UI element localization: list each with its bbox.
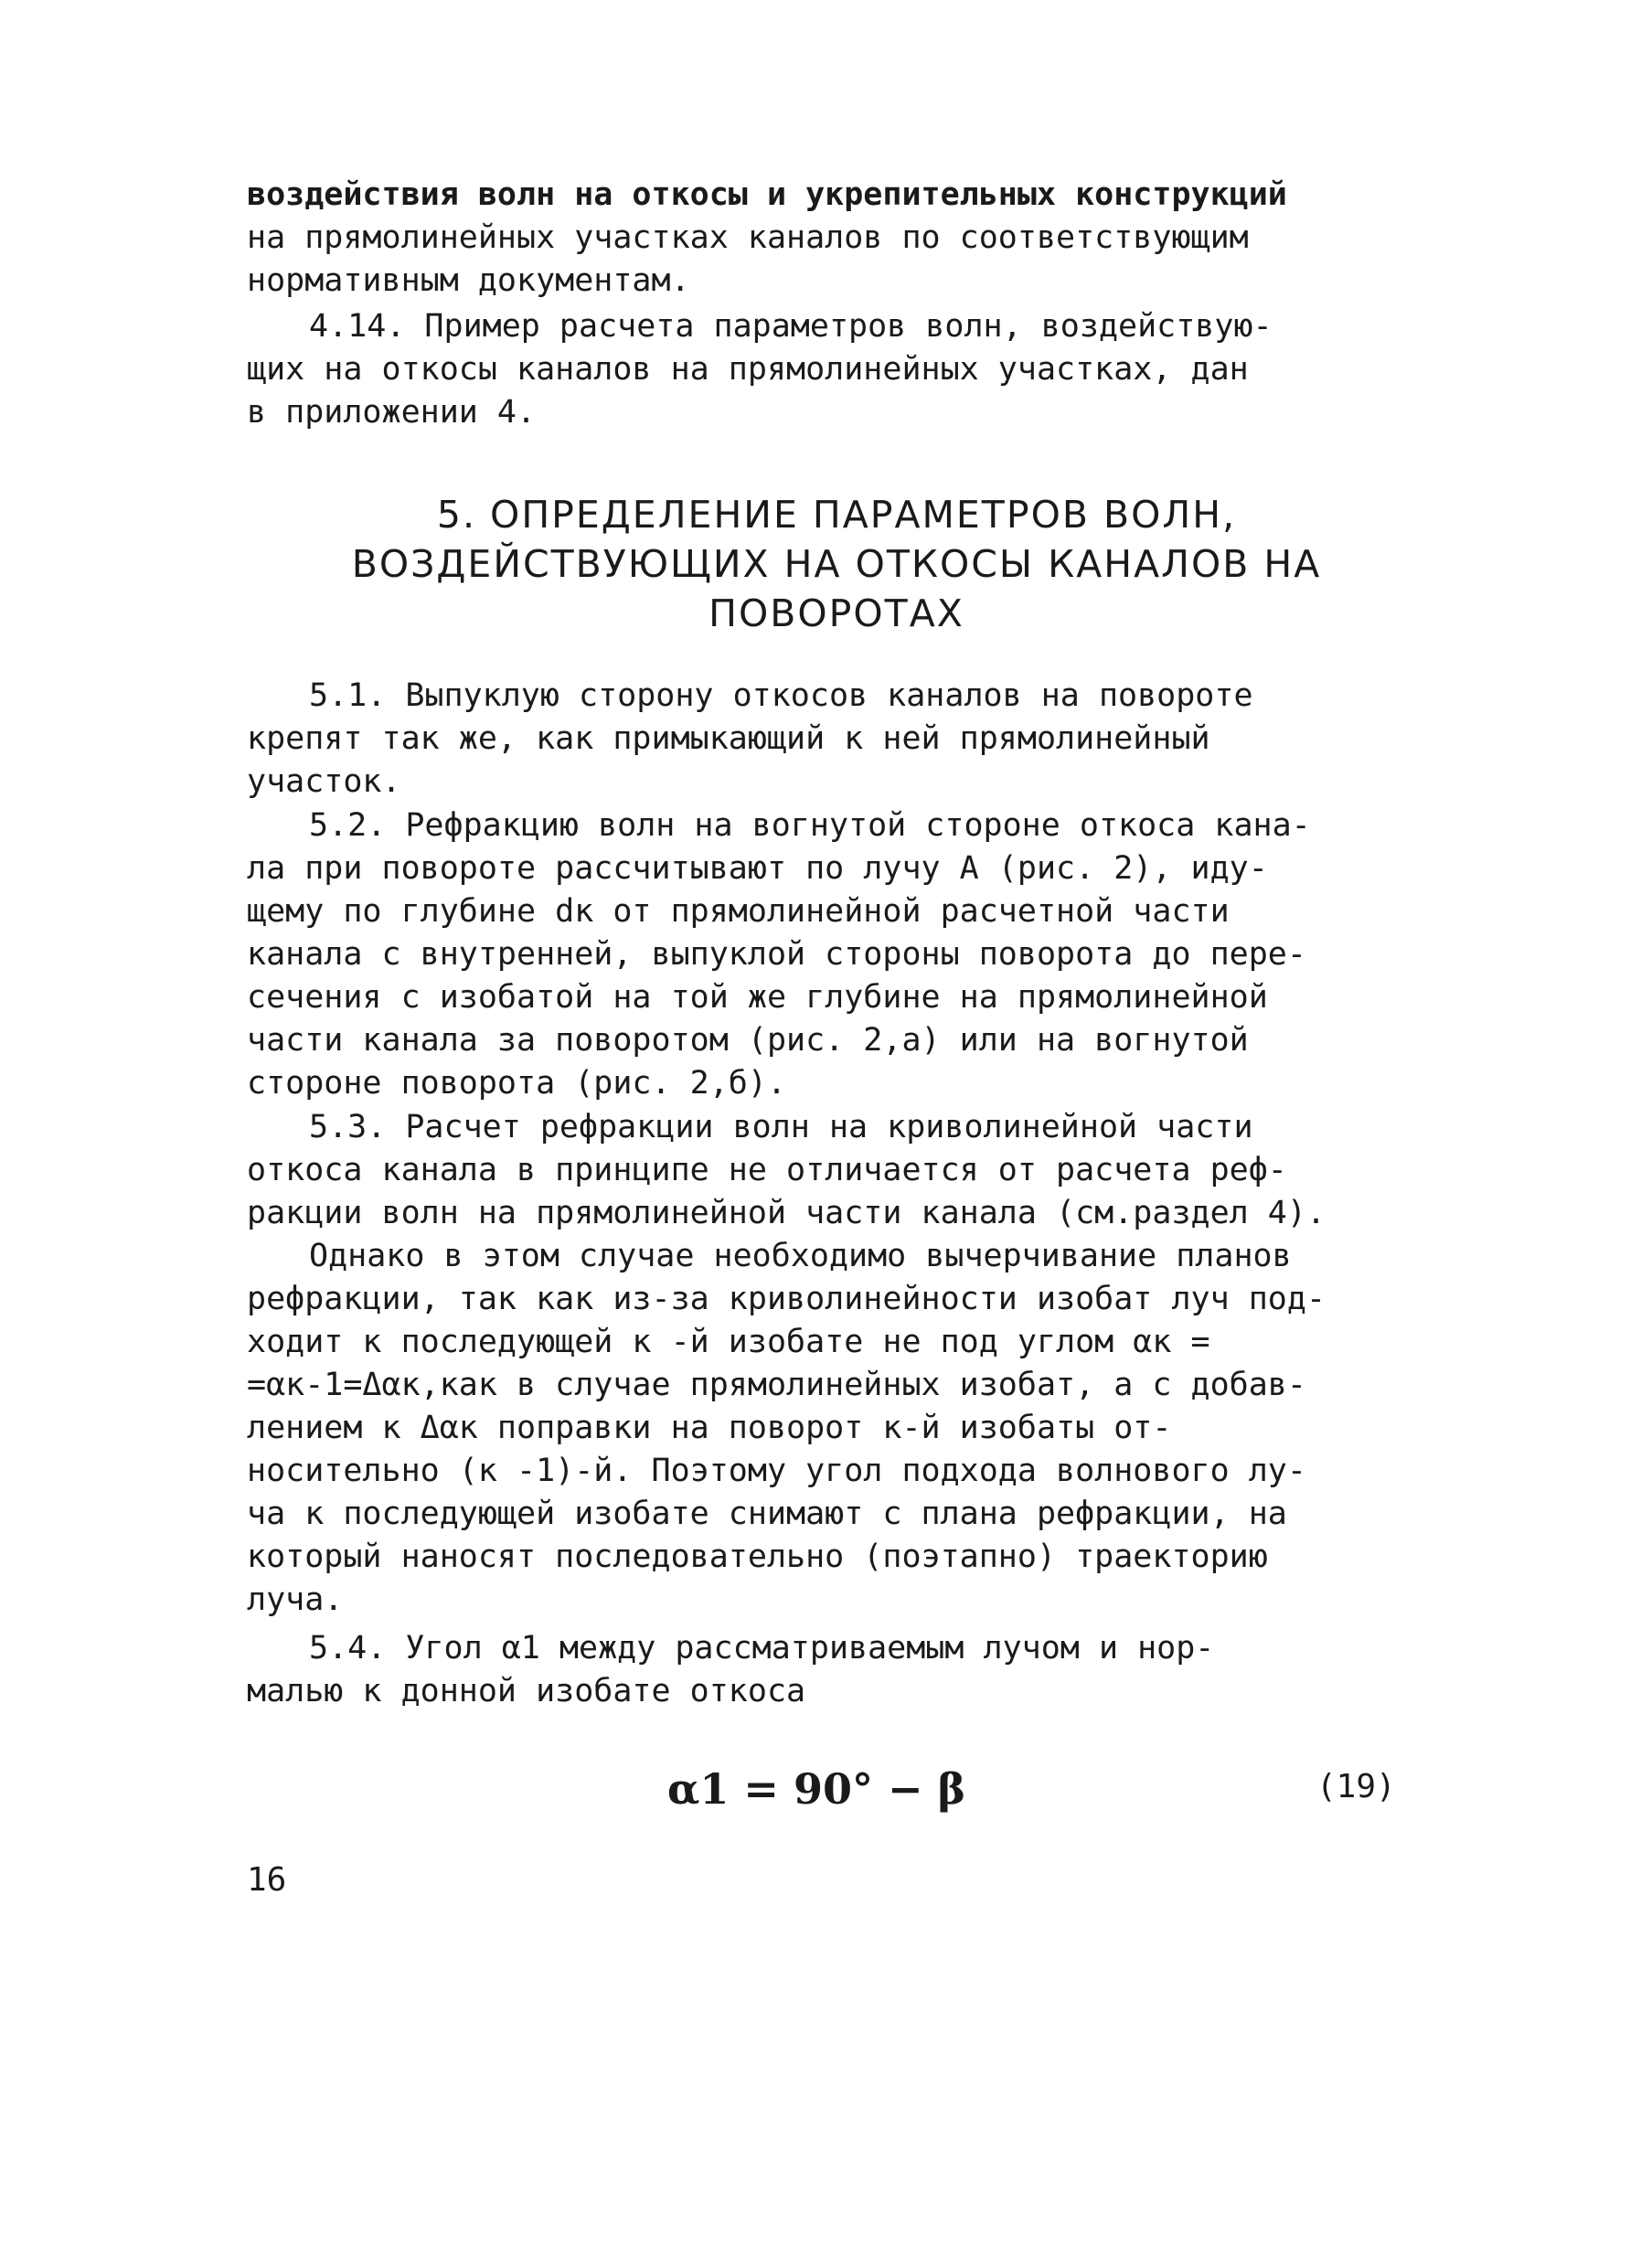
p51-line-3: участок.	[247, 763, 401, 800]
p52-line-3: щему по глубине dк от прямолинейной расчетной части	[247, 893, 1230, 930]
p414-line-3: в приложении 4.	[247, 394, 537, 431]
p52-line-7: стороне поворота (рис. 2,б).	[247, 1065, 787, 1102]
p53-line-8: лением к Δαк поправки на поворот к-й изобаты от-	[247, 1410, 1172, 1446]
paragraph-5-1	[247, 675, 1426, 804]
intro-paragraph	[247, 174, 1426, 303]
p52-line-1: 5.2. Рефракцию волн на вогнутой стороне откоса кана-	[309, 807, 1311, 844]
p414-line-1: 4.14. Пример расчета параметров волн, воздействую-	[309, 308, 1273, 345]
p53-line-11: который наносят последовательно (поэтапно) траекторию	[247, 1539, 1268, 1575]
p53-line-12: луча.	[247, 1581, 344, 1618]
p52-line-4: канала с внутренней, выпуклой стороны поворота до пере-	[247, 936, 1306, 973]
p53-line-2: откоса канала в принципе не отличается от расчета реф-	[247, 1152, 1287, 1188]
p53-line-3: ракции волн на прямолинейной части канала (см.раздел 4).	[247, 1195, 1326, 1231]
page-number: 16	[247, 1861, 287, 1899]
p53-line-6: ходит к последующей к -й изобате не под углом αк =	[247, 1324, 1210, 1360]
p54-line-1: 5.4. Угол α1 между рассматриваемым лучом и нор-	[309, 1630, 1215, 1666]
formula-number: (19)	[1316, 1768, 1396, 1805]
paragraph-5-2	[247, 804, 1426, 1105]
p53-line-4: Однако в этом случае необходимо вычерчивание планов	[309, 1238, 1292, 1274]
intro-line-2: на прямолинейных участках каналов по соответствующим	[247, 219, 1249, 256]
intro-line-1: воздействия волн на откосы и укрепительных конструкций	[247, 176, 1287, 213]
p52-line-2: ла при повороте рассчитывают по лучу А (рис. 2), иду-	[247, 850, 1268, 887]
p51-line-2: крепят так же, как примыкающий к ней прямолинейный	[247, 720, 1210, 757]
p53-line-7: =αк-1=Δαк,как в случае прямолинейных изобат, а с добав-	[247, 1367, 1306, 1403]
p53-line-9: носительно (к -1)-й. Поэтому угол подхода волнового лу-	[247, 1453, 1306, 1489]
p53-line-1: 5.3. Расчет рефракции волн на криволинейной части	[309, 1109, 1253, 1145]
paragraph-5-3	[247, 1106, 1426, 1622]
paragraph-5-4	[247, 1627, 1426, 1713]
p414-line-2: щих на откосы каналов на прямолинейных участках, дан	[247, 351, 1249, 388]
section-heading	[247, 490, 1426, 638]
section-heading-line-2: ВОЗДЕЙСТВУЮЩИХ НА ОТКОСЫ КАНАЛОВ НА	[351, 542, 1322, 586]
p53-line-10: ча к последующей изобате снимают с плана рефракции, на	[247, 1496, 1287, 1532]
paragraph-4-14	[247, 305, 1426, 434]
p52-line-6: части канала за поворотом (рис. 2,а) или на вогнутой	[247, 1022, 1249, 1059]
p53-line-5: рефракции, так как из-за криволинейности изобат луч под-	[247, 1281, 1326, 1317]
p54-line-2: малью к донной изобате откоса	[247, 1673, 806, 1709]
intro-line-3: нормативным документам.	[247, 262, 690, 299]
section-heading-line-3: ПОВОРОТАХ	[708, 591, 964, 635]
p52-line-5: сечения с изобатой на той же глубине на прямолинейной	[247, 979, 1268, 1016]
formula-19: α1 = 90° − β	[667, 1764, 966, 1814]
p51-line-1: 5.1. Выпуклую сторону откосов каналов на повороте	[309, 677, 1253, 714]
section-heading-line-1: 5. ОПРЕДЕЛЕНИЕ ПАРАМЕТРОВ ВОЛН,	[436, 493, 1237, 537]
